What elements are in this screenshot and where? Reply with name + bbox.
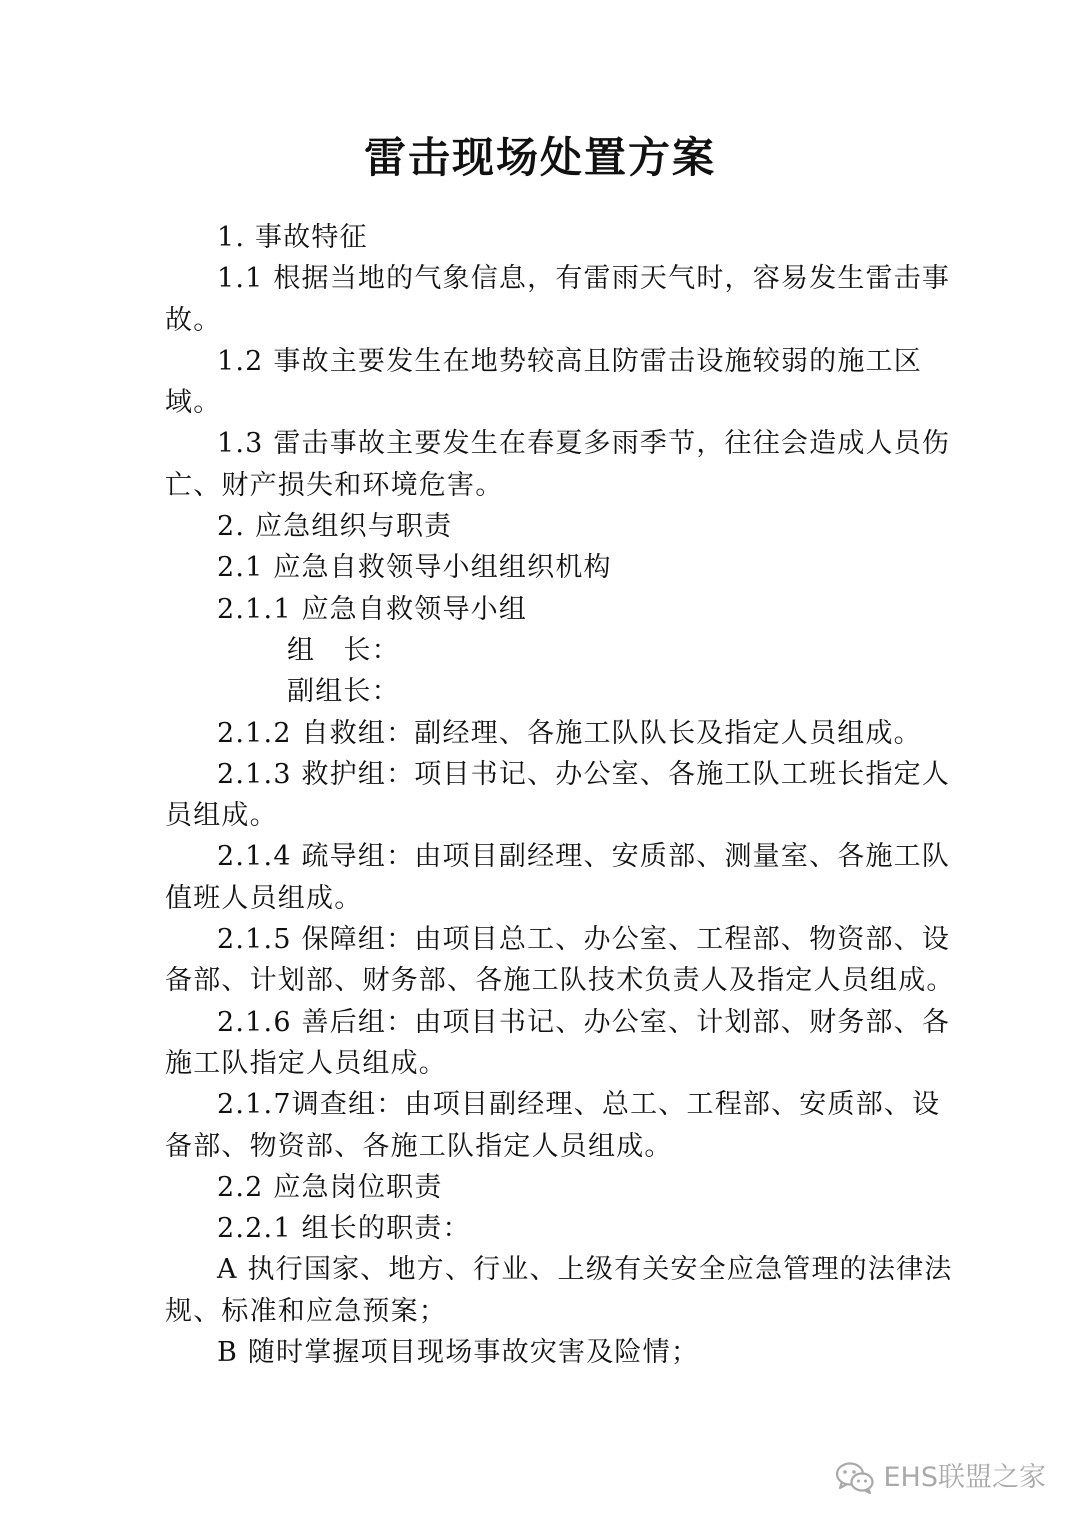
document-line: 2.2 应急岗位职责 [217,1171,443,1203]
document-line: 2. 应急组织与职责 [217,511,453,543]
document-line: 1.3 雷击事故主要发生在春夏多雨季节，往往会造成人员伤 [217,428,951,460]
document-line: 2.1.4 疏导组：由项目副经理、安质部、测量室、各施工队 [217,841,951,873]
document-line: 备部、物资部、各施工队指定人员组成。 [165,1130,673,1162]
document-line: 2.1.1 应急自救领导小组 [217,593,528,625]
document-line: 亡、财产损失和环境危害。 [165,469,504,501]
document-line: 域。 [165,387,222,419]
document-line: 2.1.3 救护组：项目书记、办公室、各施工队工班长指定人 [217,758,951,790]
document-line: B 随时掌握项目现场事故灾害及险情； [217,1337,700,1369]
document-line: 2.1.2 自救组：副经理、各施工队队长及指定人员组成。 [217,717,922,749]
document-line: 1.1 根据当地的气象信息，有雷雨天气时，容易发生雷击事 [217,263,951,295]
document-line: A 执行国家、地方、行业、上级有关安全应急管理的法律法 [217,1254,953,1286]
document-line: 备部、计划部、财务部、各施工队技术负责人及指定人员组成。 [165,965,955,997]
document-line: 1.2 事故主要发生在地势较高且防雷击设施较弱的施工区 [217,345,922,377]
document-body [165,217,955,1373]
wechat-icon [835,1461,875,1495]
document-line: 2.1.5 保障组：由项目总工、办公室、工程部、物资部、设 [217,924,951,956]
document-line: 故。 [165,304,222,336]
document-line: 2.2.1 组长的职责： [217,1213,471,1245]
document-line: 员组成。 [165,800,278,832]
document-line: 组 长： [287,634,400,666]
document-title: 雷击现场处置方案 [363,133,716,182]
watermark [835,1458,1046,1498]
document-line: 2.1.7调查组：由项目副经理、总工、工程部、安质部、设 [217,1089,941,1121]
document-line: 施工队指定人员组成。 [165,1047,447,1079]
document-line: 值班人员组成。 [165,882,363,914]
document-line: 1. 事故特征 [217,222,368,253]
document-line: 规、标准和应急预案； [165,1295,447,1327]
document-line: 2.1 应急自救领导小组组织机构 [217,552,612,584]
watermark-text: EHS联盟之家 [883,1462,1046,1493]
document-line: 副组长： [287,676,400,708]
document-line: 2.1.6 善后组：由项目书记、办公室、计划部、财务部、各 [217,1006,951,1038]
